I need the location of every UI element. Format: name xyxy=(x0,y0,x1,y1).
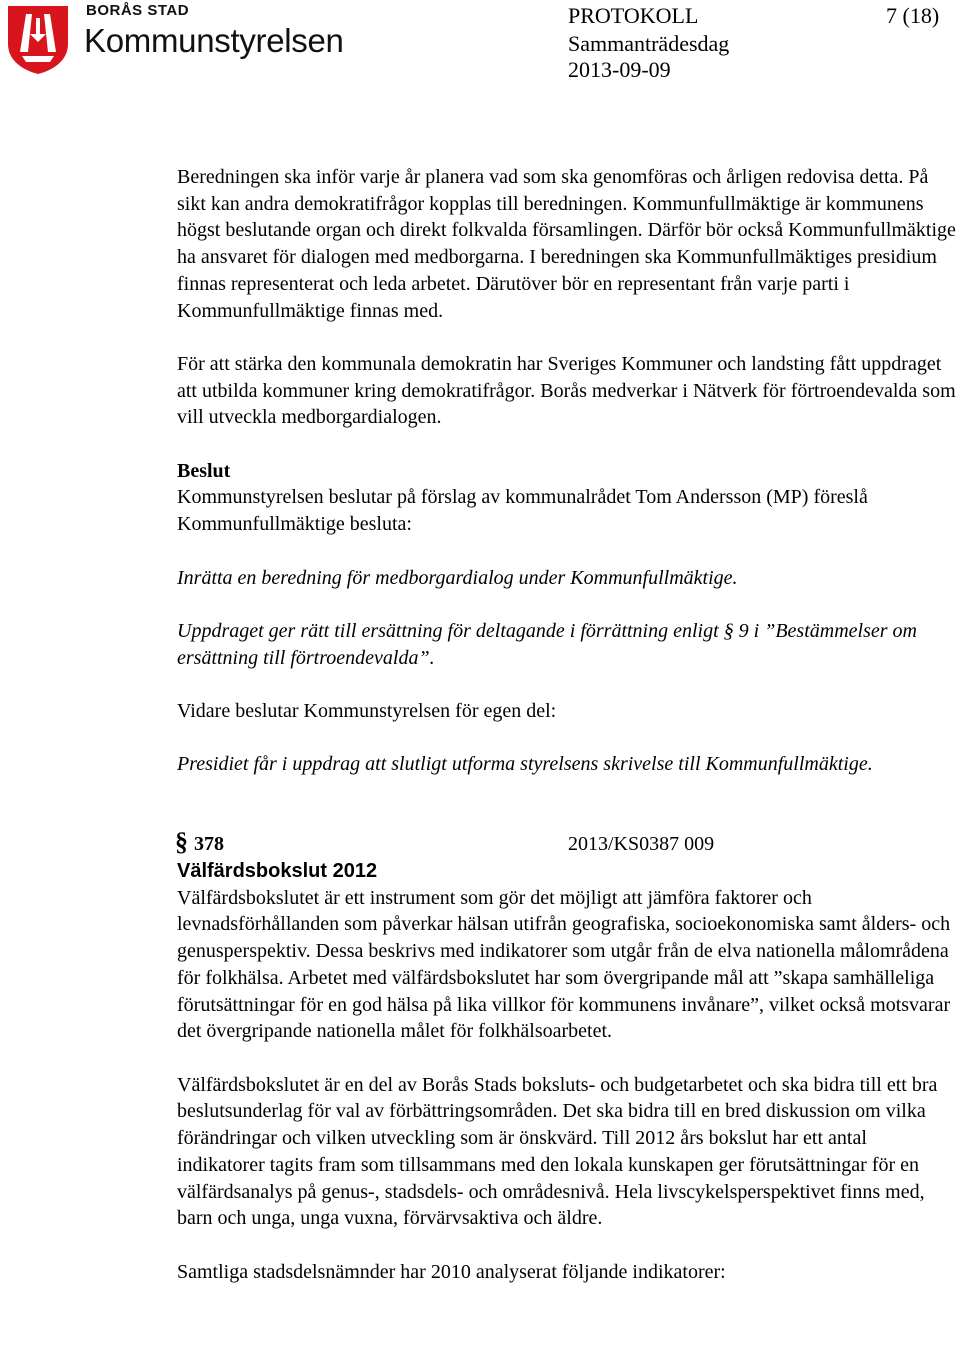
decision-heading: Beslut xyxy=(177,459,231,482)
section-number: 378 xyxy=(194,833,224,856)
document-type: PROTOKOLL xyxy=(568,3,699,28)
body-paragraph: För att stärka den kommunala demokratin har Sveriges Kommuner och landsting fått uppdraget att utbilda kommuner kring demokratifrågor. Borås medverkar i Nätverk för förtroendevalda som vill utveckla medborgardialogen. xyxy=(177,352,956,429)
meeting-type: Sammanträdesdag xyxy=(568,31,730,56)
decision-item: Inrätta en beredning för medborgardialog under Kommunfullmäktige. xyxy=(177,566,738,589)
section-paragraph: Välfärdsbokslutet är ett instrument som gör det möjligt att jämföra faktorer och levnadsförhållanden som påverkar hälsan utifrån geografiska, socioekonomiska samt ålders- och genusperspektiv. Dessa beskrivs med indikatorer som utgår från de elva nationella målområdena för folkhälsa. Arbetet med välfärdsbokslutet har som övergripande mål att ”skapa samhälleliga förutsättningar för en god hälsa på lika villkor för kommunens invånare”, vilket också motsvarar det övergripande nationella målet för folkhälsoarbetet. xyxy=(177,886,951,1043)
section-title: Välfärdsbokslut 2012 xyxy=(177,860,378,883)
city-name: BORÅS STAD xyxy=(86,2,190,19)
paragraph-sign: § xyxy=(175,827,188,857)
decision-intro: Kommunstyrelsen beslutar på förslag av kommunalrådet Tom Andersson (MP) föreslå Kommunfullmäktige besluta: xyxy=(177,486,868,536)
document-body xyxy=(177,164,957,1285)
body-paragraph: Beredningen ska inför varje år planera vad som ska genomföras och årligen redovisa detta. På sikt kan andra demokratifrågor kopplas till beredningen. Kommunfullmäktige är kommunens högst beslutande organ och direkt folkvalda församlingen. Därför bör också Kommunfullmäktige ha ansvaret för dialogen med medborgarna. I beredningen ska Kommunfullmäktiges presidium finnas representerat och leda arbetet. Därutöver bör en representant från varje parti i Kommunfullmäktige finnas med. xyxy=(177,166,956,322)
section-header xyxy=(175,827,957,858)
decision-item: Presidiet får i uppdrag att slutligt utforma styrelsens skrivelse till Kommunfullmäktige. xyxy=(177,753,873,776)
decision-item: Uppdraget ger rätt till ersättning för deltagande i förrättning enligt § 9 i ”Bestämmelser om ersättning till förtroendevalda”. xyxy=(177,619,917,669)
section-paragraph: Samtliga stadsdelsnämnder har 2010 analyserat följande indikatorer: xyxy=(177,1260,726,1283)
page-header xyxy=(0,0,960,90)
case-reference: 2013/KS0387 009 xyxy=(568,833,715,856)
further-decision: Vidare beslutar Kommunstyrelsen för egen del: xyxy=(177,699,557,722)
page-number: 7 (18) xyxy=(886,3,940,28)
section-paragraph: Välfärdsbokslutet är en del av Borås Stads boksluts- och budgetarbetet och ska bidra till ett bra beslutsunderlag för val av förbättringsområden. Det ska bidra till en bred diskussion om vilka förändringar och vilken utveckling som är önskvärd. Till 2012 års bokslut har ett antal indikatorer tagits fram som tillsammans med den lokala kunskapen ger förutsättningar för en välfärdsanalys på genus-, stadsdels- och områdesnivå. Hela livscykelsperspektivet finns med, barn och unga, unga vuxna, förvärvsaktiva och äldre. xyxy=(177,1073,938,1230)
meeting-date: 2013-09-09 xyxy=(568,57,671,82)
boras-coat-of-arms-logo xyxy=(6,4,70,76)
organization-name: Kommunstyrelsen xyxy=(84,22,344,59)
